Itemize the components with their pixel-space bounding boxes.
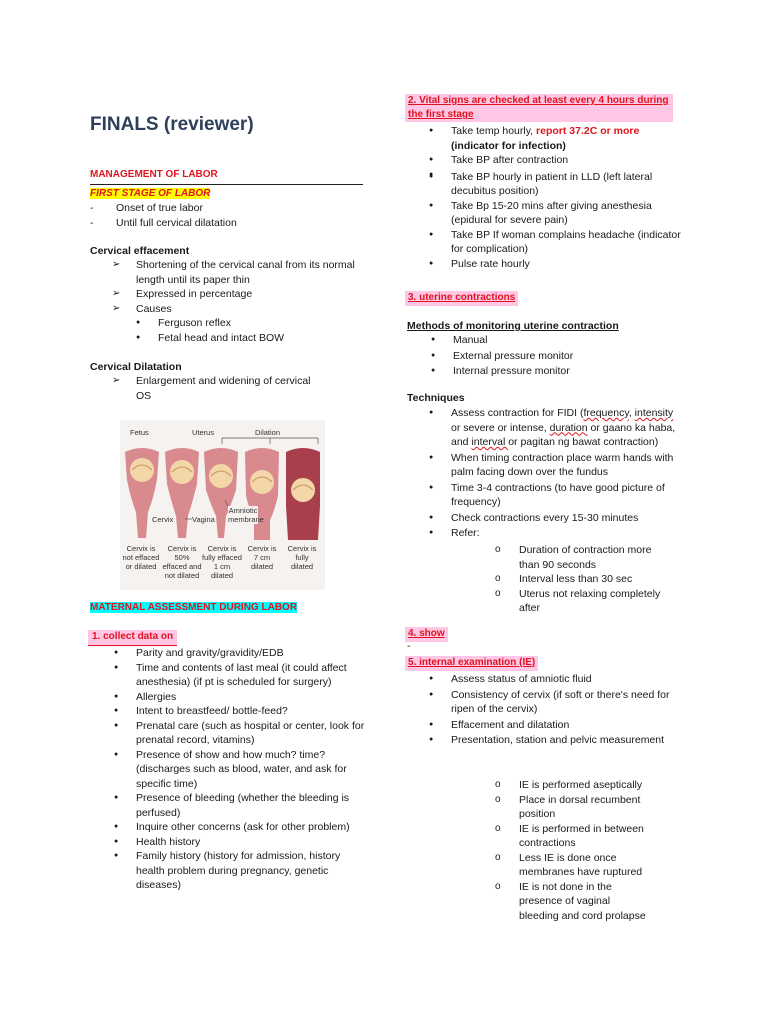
list-item: ● Take BP after contraction — [405, 153, 690, 168]
list-item: ● Prenatal care (such as hospital or center, look for prenatal record, vitamins) — [90, 719, 365, 748]
list-item: ● Check contractions every 15-30 minutes — [405, 511, 685, 526]
list-item: ● Refer: — [405, 526, 685, 541]
methods-heading: Methods of monitoring uterine contraction — [407, 320, 619, 332]
list-item: ● Parity and gravity/gravidity/EDB — [90, 646, 365, 661]
list-item: ● Health history — [90, 835, 365, 850]
list-item: o Interval less than 30 sec — [407, 572, 667, 587]
dilatation-list — [90, 374, 320, 403]
list-item: ● Time 3-4 contractions (to have good picture of frequency) — [405, 481, 685, 510]
ie-notes-list — [407, 778, 647, 923]
list-item: ● Take BP If woman complains headache (indicator for complication) — [405, 228, 690, 257]
list-item: - Until full cervical dilatation — [90, 216, 360, 231]
vitals-heading: 2. Vital signs are checked at least every 4 hours during the first stage — [405, 94, 673, 122]
list-item: ➢ Expressed in percentage — [90, 287, 365, 302]
first-stage-list — [90, 201, 360, 230]
fetus-label: Fetus — [130, 428, 149, 437]
list-item: ● Presentation, station and pelvic measurement — [405, 733, 680, 748]
list-item: ● Take BP hourly in patient in LLD (left lateral decubitus position) — [405, 170, 690, 199]
collect-list — [90, 646, 365, 893]
methods-list — [385, 333, 685, 379]
collect-heading: 1. collect data on — [88, 630, 177, 646]
show-heading: 4. show — [405, 627, 448, 642]
uterus-label: Uterus — [192, 428, 215, 437]
cervical-dilation-figure — [120, 420, 325, 590]
list-item: ● Intent to breastfeed/ bottle-feed? — [90, 704, 365, 719]
list-item: o Uterus not relaxing completely after — [407, 587, 667, 616]
caption-5: Cervix is fully dilated — [287, 544, 317, 571]
list-item: o IE is performed aseptically — [407, 778, 647, 793]
list-item: ● Internal pressure monitor — [385, 364, 685, 379]
management-heading: MANAGEMENT OF LABOR — [90, 169, 218, 180]
list-item: o Duration of contraction more than 90 seconds — [407, 543, 667, 572]
list-item: ● Consistency of cervix (if soft or there's need for ripen of the cervix) — [405, 688, 680, 717]
page-title: FINALS (reviewer) — [90, 114, 254, 135]
divider — [90, 184, 363, 185]
caption-4: Cervix is 7 cm dilated — [247, 544, 277, 571]
effacement-heading: Cervical effacement — [90, 245, 190, 257]
list-item: ● When timing contraction place warm hands with palm facing down over the fundus — [405, 451, 685, 480]
caption-1: Cervix is not effaced or dilated — [122, 544, 160, 571]
list-item: ● Inquire other concerns (ask for other problem) — [90, 820, 365, 835]
caption-2: Cervix is 50% effaced and not dilated — [162, 544, 202, 580]
list-item: ➢ Causes — [90, 302, 365, 317]
vagina-label: Vagina — [192, 515, 215, 524]
ie-list — [405, 672, 680, 748]
maternal-heading: MATERNAL ASSESSMENT DURING LABOR — [90, 602, 298, 613]
amniotic-membrane-label: Amniotic membrane — [228, 506, 264, 524]
list-item: ● Presence of show and how much? time? (discharges such as blood, water, and ask for specific time) — [90, 748, 365, 792]
techniques-list — [405, 406, 685, 541]
list-item: ● Manual — [385, 333, 685, 348]
list-item: ● Take temp hourly, report 37.2C or more (indicator for infection) — [405, 124, 690, 153]
list-item: ● Family history (history for admission, history health problem during pregnancy, genetic diseases) — [90, 849, 365, 893]
list-item: ● Ferguson reflex — [90, 316, 365, 331]
list-item: ● Pulse rate hourly — [405, 257, 690, 272]
caption-3: Cervix is fully effaced 1 cm dilated — [202, 544, 242, 580]
techniques-heading: Techniques — [407, 392, 465, 404]
uterine-heading: 3. uterine contractions — [405, 291, 518, 306]
dilation-label: Dilation — [255, 428, 281, 437]
list-item: ● Take Bp 15-20 mins after giving anesthesia (epidural for severe pain) — [405, 199, 690, 228]
dilatation-heading: Cervical Dilatation — [90, 361, 182, 373]
list-item: o IE is performed in between contractions — [407, 822, 647, 851]
list-item: - Onset of true labor — [90, 201, 360, 216]
list-item: ● Allergies — [90, 690, 365, 705]
first-stage-heading: FIRST STAGE OF LABOR — [90, 188, 211, 199]
list-item: o Less IE is done once membranes have ruptured — [407, 851, 647, 880]
refer-list — [407, 543, 667, 616]
list-item: o IE is not done in the presence of vaginal bleeding and cord prolapse — [407, 880, 647, 924]
list-item: o Place in dorsal recumbent position — [407, 793, 647, 822]
effacement-list — [90, 258, 365, 316]
list-item: ● External pressure monitor — [385, 349, 685, 364]
list-item: ➢ Enlargement and widening of cervical OS — [90, 374, 320, 403]
list-item: ➢ Shortening of the cervical canal from its normal length until its paper thin — [90, 258, 365, 287]
list-item: ● Effacement and dilatation — [405, 718, 680, 733]
vitals-list — [405, 124, 690, 271]
list-item: ● Fetal head and intact BOW — [90, 331, 365, 346]
list-item: ● Time and contents of last meal (it could affect anesthesia) (if pt is scheduled for surgery) — [90, 661, 365, 690]
cervix-label: Cervix — [152, 515, 174, 524]
list-item: ● Presence of bleeding (whether the bleeding is perfused) — [90, 791, 365, 820]
list-item: ● Assess status of amniotic fluid — [405, 672, 680, 687]
list-item: ● Assess contraction for FIDI (frequency, intensity or severe or intense, duration or gaano ka haba, and interval or pagitan ng bawat contraction) — [405, 406, 685, 450]
show-dash: - — [407, 640, 411, 652]
ie-heading: 5. internal examination (IE) — [405, 656, 538, 671]
causes-list — [90, 316, 365, 345]
